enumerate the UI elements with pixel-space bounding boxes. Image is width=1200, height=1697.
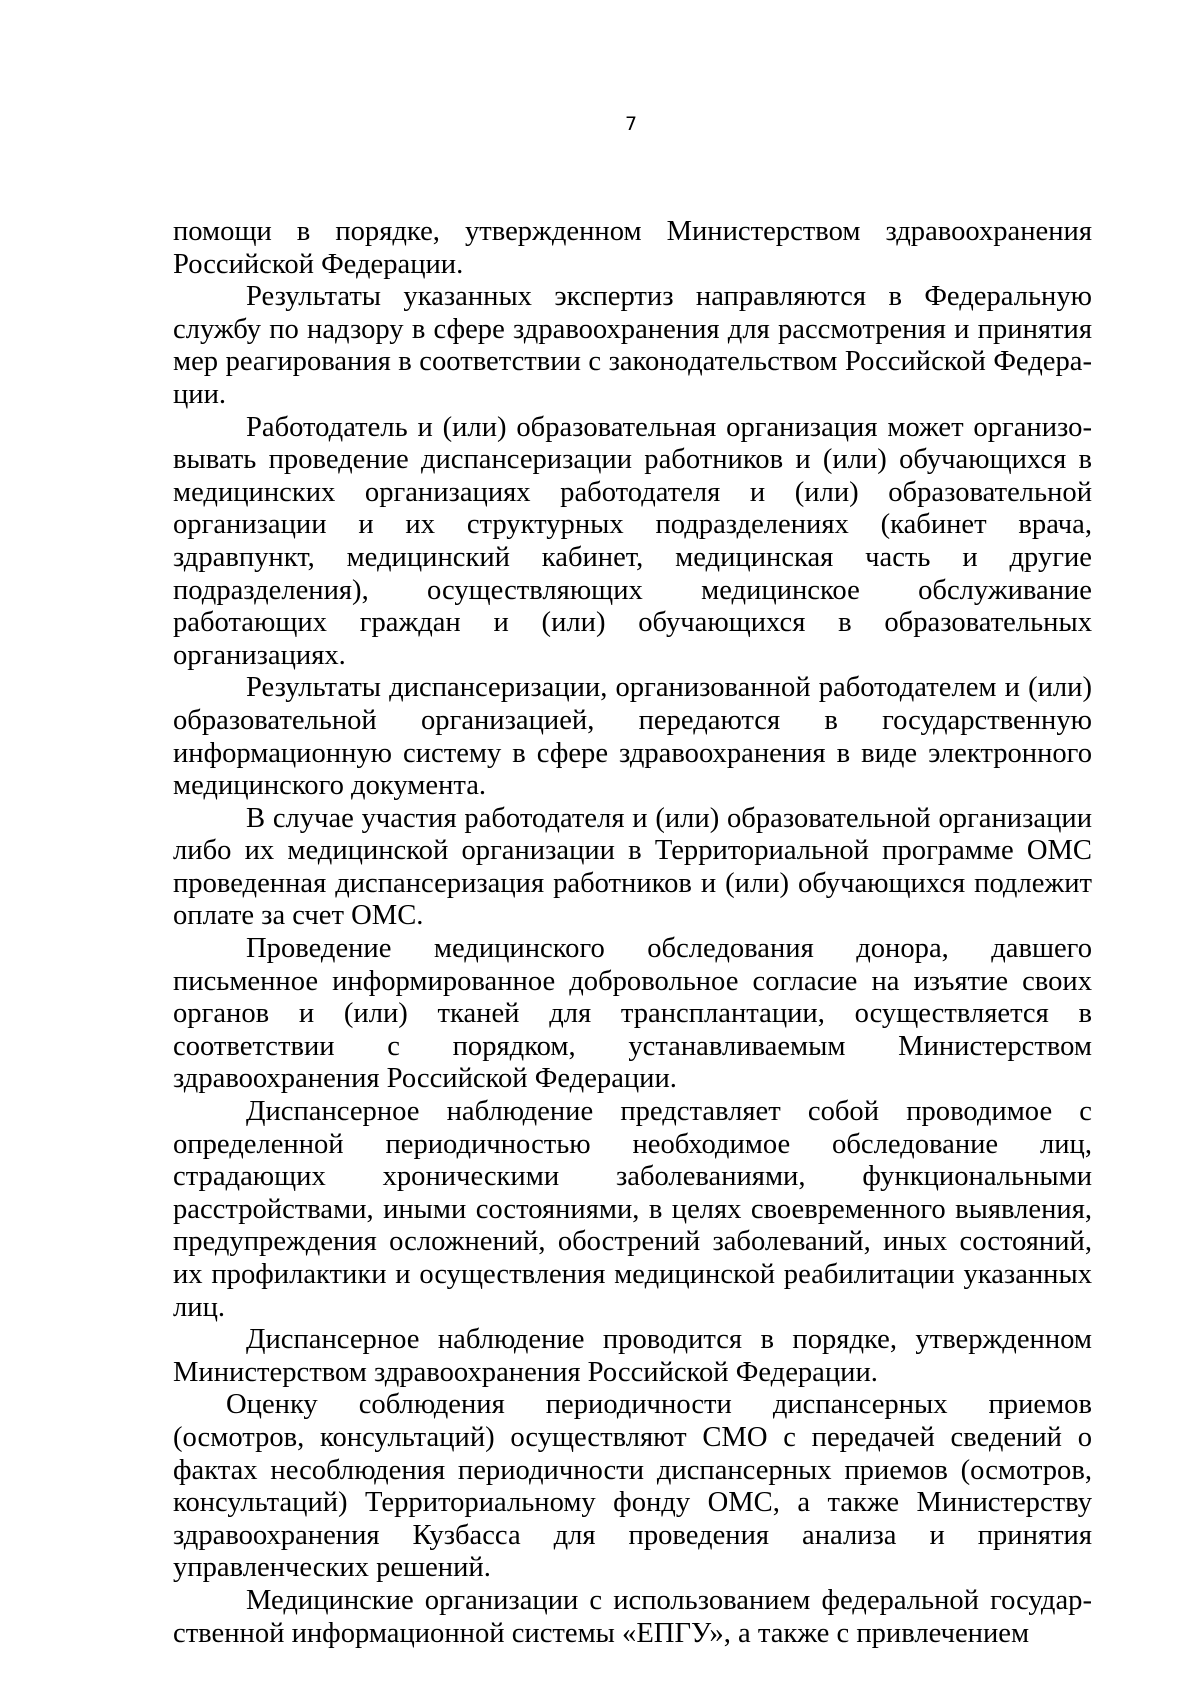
paragraph: Диспансерное наблюдение представляет собой проводимое с определенной периодичностью необходимое обследование лиц, страдающих хроническими заболеваниями, функциональными расстройствами, иными состояниями, в целях своевременного выявления, предупреждения осложнений, обострений заболеваний, иных состояний, их профилактики и осуществления медицинской реабилитации указанных лиц.	[173, 1096, 1092, 1323]
paragraph: Работодатель и (или) образовательная организация может организовывать проведение диспансеризации работников и (или) обучающихся в медицинских организациях работодателя и (или) образовательной организации и их структурных подразделениях (кабинет врача, здравпункт, медицинский кабинет, медицинская часть и другие подразделения), осуществляющих медицинское обслуживание работающих граждан и (или) обучающихся в образовательных организациях.	[173, 411, 1092, 671]
paragraph: помощи в порядке, утвержденном Министерством здравоохранения Российской Федерации.	[173, 216, 1092, 280]
paragraph: Результаты указанных экспертиз направляются в Федеральную службу по надзору в сфере здравоохранения для рассмотрения и принятия мер реагирования в соответствии с законодательством Российской Федерации.	[173, 281, 1092, 410]
paragraph: Оценку соблюдения периодичности диспансерных приемов (осмотров, консультаций) осуществляют СМО с передачей сведений о фактах несоблюдения периодичности диспансерных приемов (осмотров, консультаций) Территориальному фонду ОМС, а также Министерству здравоохранения Кузбасса для проведения анализа и принятия управленческих решений.	[173, 1389, 1092, 1584]
paragraph: Проведение медицинского обследования донора, давшего письменное информированное добровольное согласие на изъятие своих органов и (или) тканей для трансплантации, осуществляется в соответствии с порядком, устанавливаемым Министерством здравоохранения Российской Федерации.	[173, 933, 1092, 1095]
paragraph: Медицинские организации с использованием федеральной государственной информационной системы «ЕПГУ», а также с привлечением	[173, 1584, 1092, 1649]
paragraph: Результаты диспансеризации, организованной работодателем и (или) образовательной организацией, передаются в государственную информационную систему в сфере здравоохранения в виде электронного медицинского документа.	[173, 672, 1092, 802]
document-body	[173, 216, 1092, 1650]
page-number: 7	[624, 113, 638, 135]
paragraph: Диспансерное наблюдение проводится в порядке, утвержденном Министерством здравоохранения Российской Федерации.	[173, 1324, 1092, 1388]
paragraph: В случае участия работодателя и (или) образовательной организации либо их медицинской организации в Территориальной программе ОМС проведенная диспансеризация работников и (или) обучающихся подлежит оплате за счет ОМС.	[173, 802, 1092, 932]
